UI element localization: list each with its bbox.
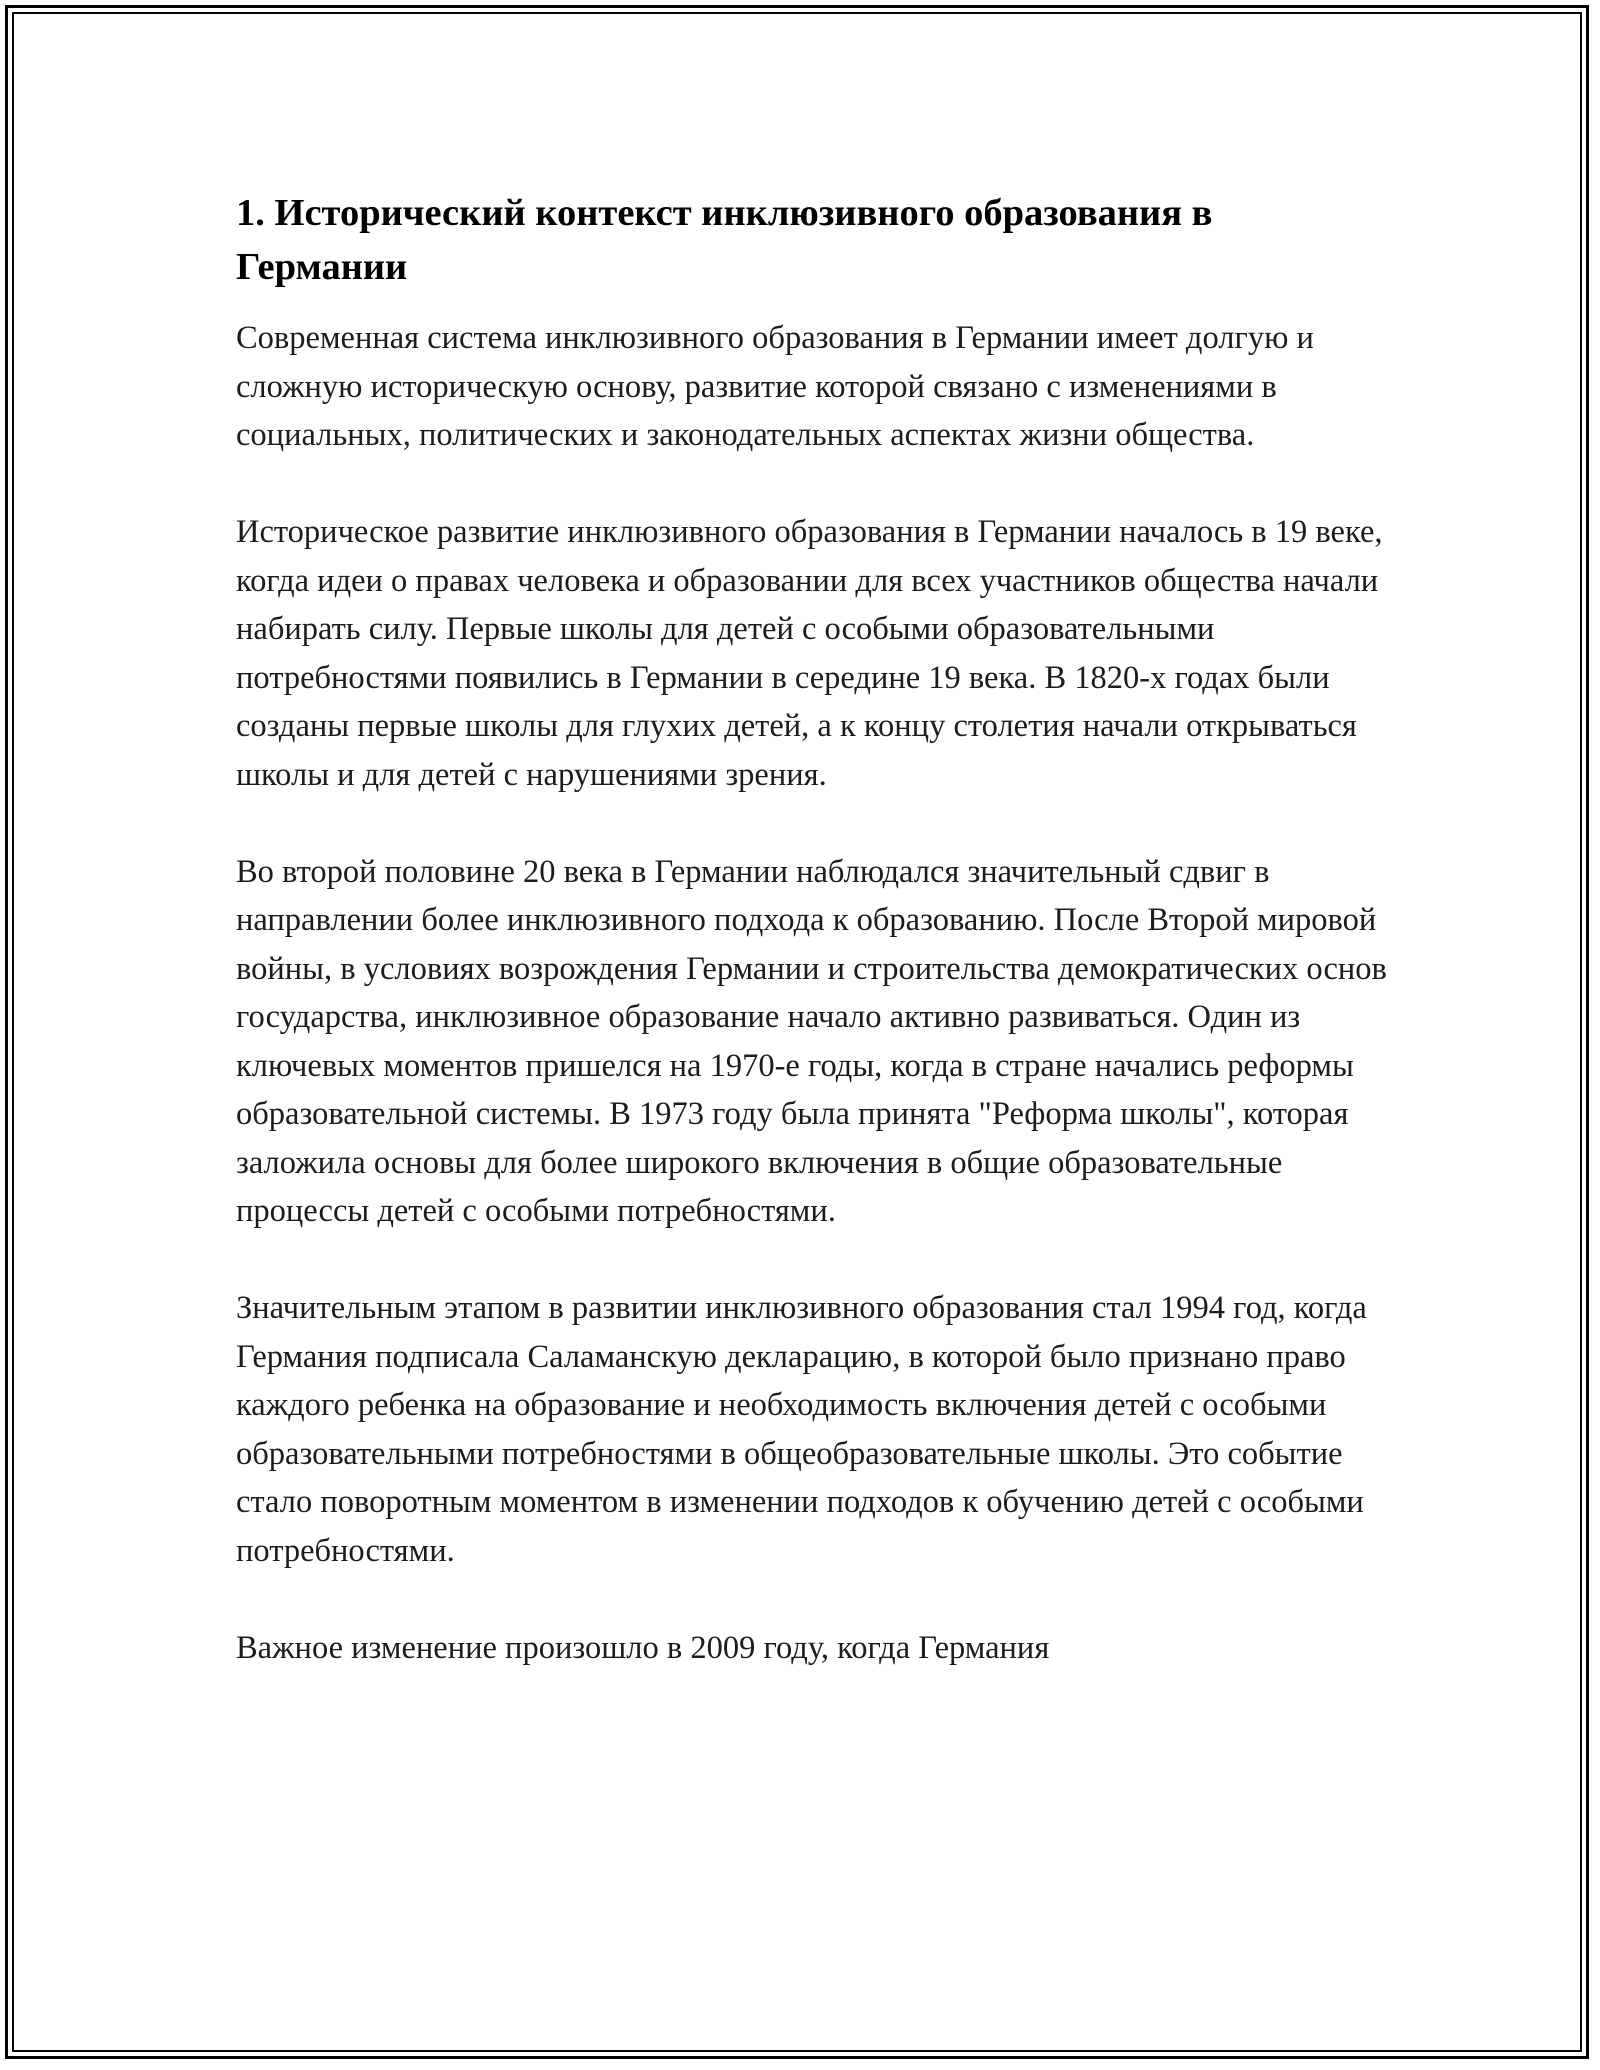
paragraph-2: Историческое развитие инклюзивного образования в Германии началось в 19 веке, когда идеи о правах человека и образовании для всех участников общества начали набирать силу. Первые школы для детей с особыми образовательными потребностями появились в Германии в середине 19 века. В 1820-х годах были созданы первые школы для глухих детей, а к концу столетия начали открываться школы и для детей с нарушениями зрения.: [236, 514, 1383, 793]
paragraph-3: Во второй половине 20 века в Германии наблюдался значительный сдвиг в направлении более инклюзивного подхода к образованию. После Второй мировой войны, в условиях возрождения Германии и строительства демократических основ государства, инклюзивное образование начало активно развиваться. Один из ключевых моментов пришелся на 1970-е годы, когда в стране начались реформы образовательной системы. В 1973 году была принята "Реформа школы", которая заложила основы для более широкого включения в общие образовательные процессы детей с особыми потребностями.: [236, 853, 1387, 1229]
paragraph-4: Значительным этапом в развитии инклюзивного образования стал 1994 год, когда Германия подписала Саламанскую декларацию, в которой было признано право каждого ребенка на образование и необходимость включения детей с особыми образовательными потребностями в общеобразовательные школы. Это событие стало поворотным моментом в изменении подходов к обучению детей с особыми потребностями.: [236, 1290, 1367, 1569]
section-heading: 1. Исторический контекст инклюзивного образования в Германии: [236, 192, 1213, 288]
document-body: [236, 186, 1396, 1672]
paragraph-5: Важное изменение произошло в 2009 году, когда Германия: [236, 1629, 1050, 1666]
paragraph-1: Современная система инклюзивного образования в Германии имеет долгую и сложную историческую основу, развитие которой связано с изменениями в социальных, политических и законодательных аспектах жизни общества.: [236, 320, 1314, 453]
